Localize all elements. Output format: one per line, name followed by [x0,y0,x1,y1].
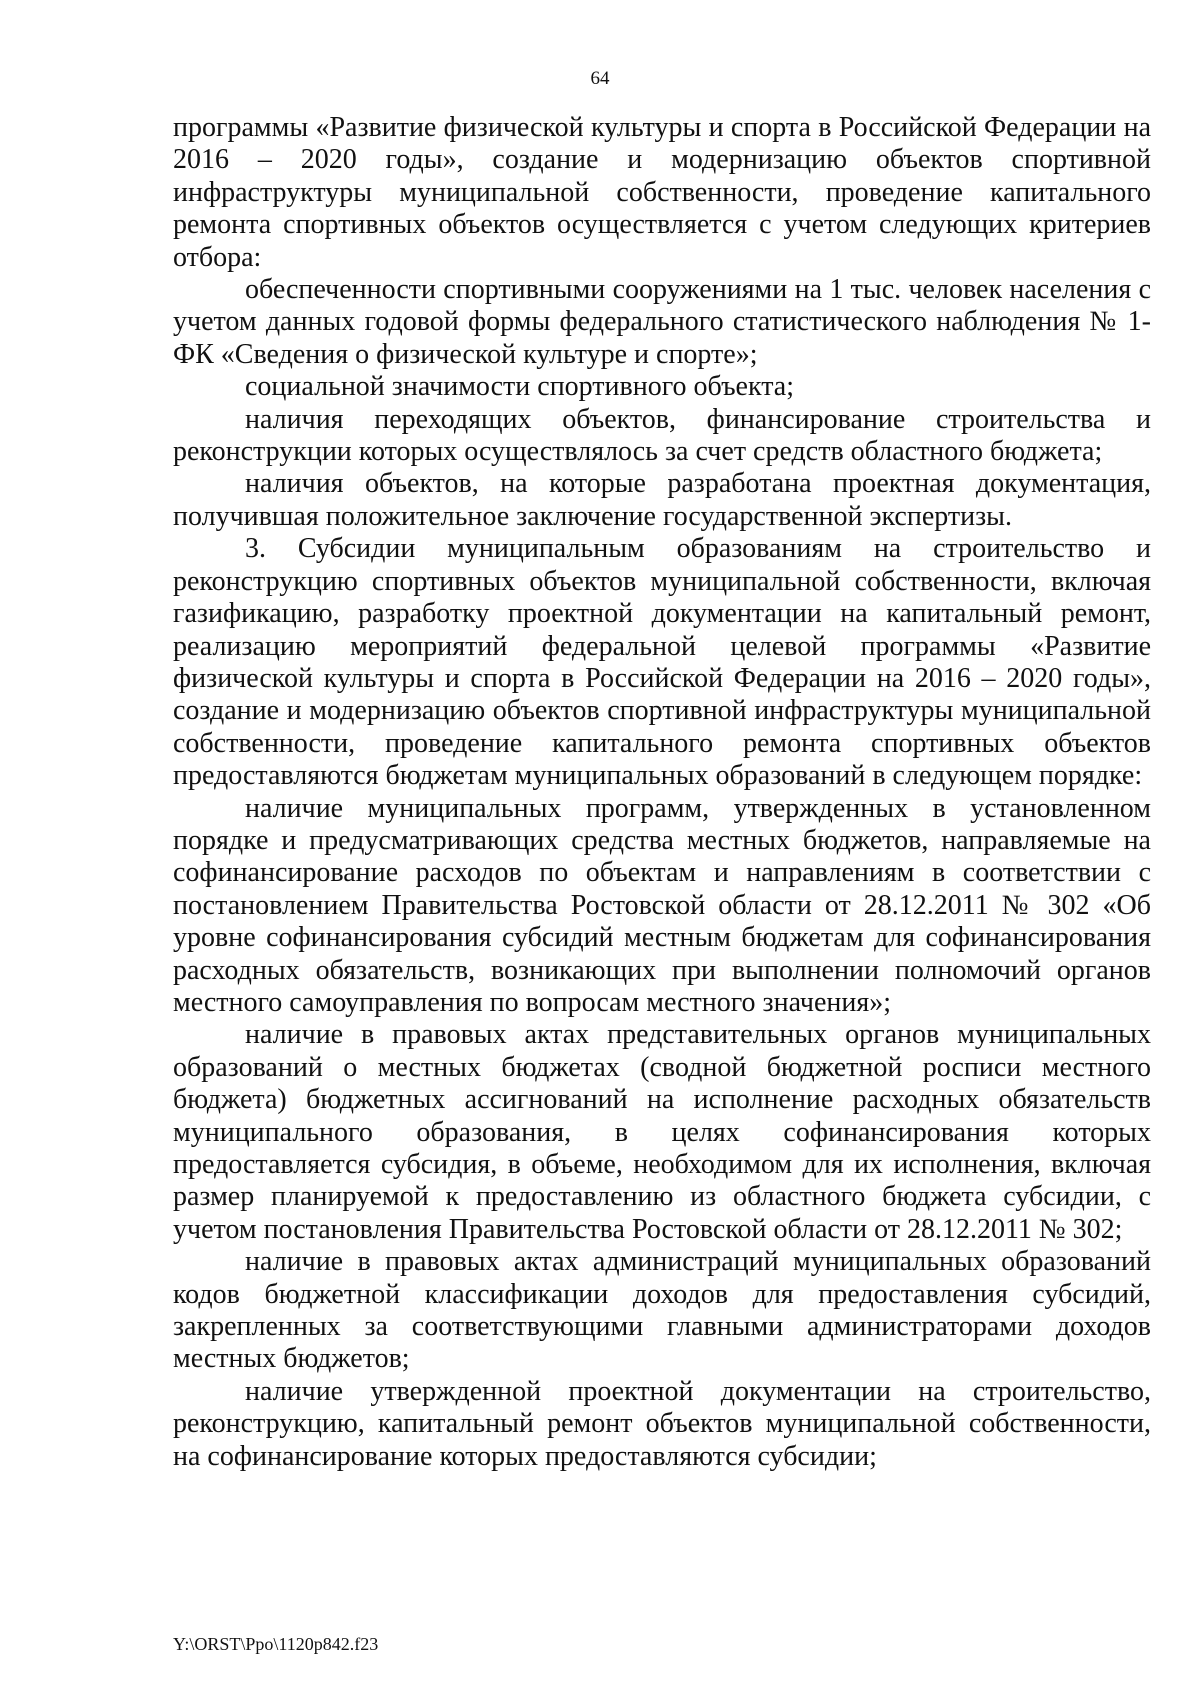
paragraph-3: социальной значимости спортивного объекта; [245,371,794,403]
paragraph-8: наличие в правовых актах представительных органов муниципальных образований о местных бюджетах (сводной бюджетной росписи местного бюджета) бюджетных ассигнований на исполнение расходных обязательств муниципального образования, в целях софинансирования которых предоставляется субсидия, в объеме, необходимом для их исполнения, включая размер планируемой к предоставлению из областного бюджета субсидии, с учетом постановления Правительства Ростовской области от 28.12.2011 № 302; [173,1019,1151,1245]
paragraph-6: 3. Субсидии муниципальным образованиям на строительство и реконструкцию спортивных объектов муниципальной собственности, включая газификацию, разработку проектной документации на капитальный ремонт, реализацию мероприятий федеральной целевой программы «Развитие физической культуры и спорта в Российской Федерации на 2016 – 2020 годы», создание и модернизацию объектов спортивной инфраструктуры муниципальной собственности, проведение капитального ремонта спортивных объектов предоставляются бюджетам муниципальных образований в следующем порядке: [173,533,1151,792]
document-body [173,112,1151,1473]
paragraph-7: наличие муниципальных программ, утвержденных в установленном порядке и предусматривающих средства местных бюджетов, направляемые на софинансирование расходов по объектам и направлениям в соответствии с постановлением Правительства Ростовской области от 28.12.2011 № 302 «Об уровне софинансирования субсидий местным бюджетам для софинансирования расходных обязательств, возникающих при выполнении полномочий органов местного самоуправления по вопросам местного значения»; [173,792,1151,1018]
paragraph-9: наличие в правовых актах администраций муниципальных образований кодов бюджетной классификации доходов для предоставления субсидий, закрепленных за соответствующими главными администраторами доходов местных бюджетов; [173,1246,1151,1375]
paragraph-1: программы «Развитие физической культуры и спорта в Российской Федерации на 2016 – 2020 годы», создание и модернизацию объектов спортивной инфраструктуры муниципальной собственности, проведение капитального ремонта спортивных объектов осуществляется с учетом следующих критериев отбора: [173,112,1151,273]
paragraph-2: обеспеченности спортивными сооружениями на 1 тыс. человек населения с учетом данных годовой формы федерального статистического наблюдения № 1-ФК «Сведения о физической культуре и спорте»; [173,274,1151,370]
page-number: 64 [590,68,610,89]
footer-file-path: Y:\ORST\Ppo\1120p842.f23 [173,1634,379,1654]
paragraph-4: наличия переходящих объектов, финансирование строительства и реконструкции которых осуществлялось за счет средств областного бюджета; [173,403,1151,468]
paragraph-5: наличия объектов, на которые разработана проектная документация, получившая положительное заключение государственной экспертизы. [173,468,1151,532]
paragraph-10: наличие утвержденной проектной документации на строительство, реконструкцию, капитальный ремонт объектов муниципальной собственности, на софинансирование которых предоставляются субсидии; [173,1375,1151,1472]
